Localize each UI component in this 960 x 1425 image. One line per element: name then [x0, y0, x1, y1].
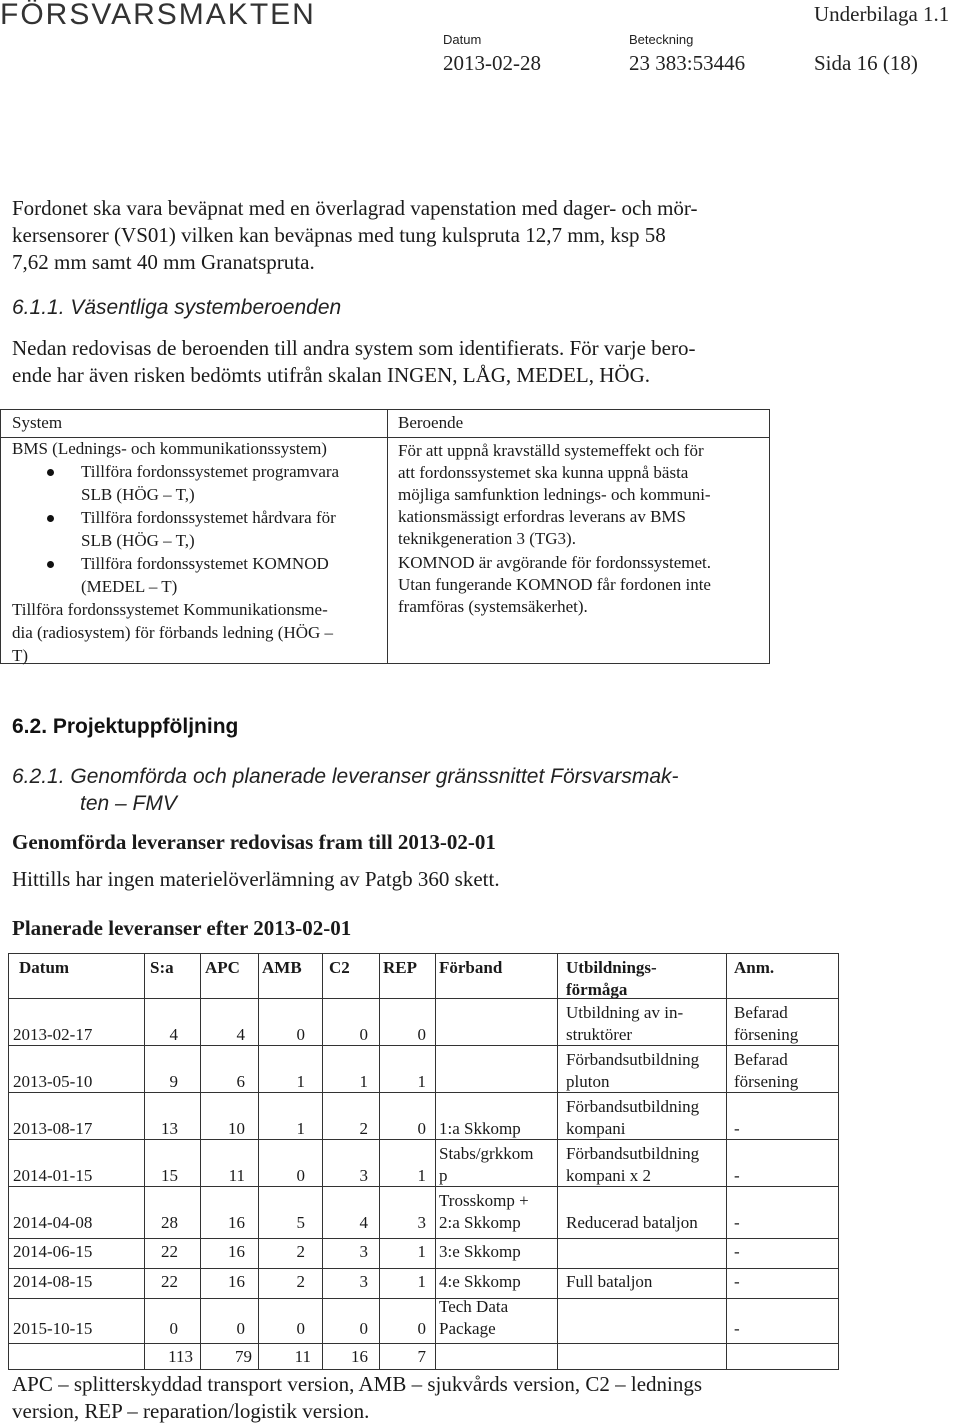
dependency-line: teknikgeneration 3 (TG3). — [398, 529, 576, 548]
cell-forband: Trosskomp + — [439, 1191, 529, 1210]
cell-forband: Package — [439, 1319, 496, 1338]
cell-anm: Befarad — [734, 1050, 788, 1069]
cell-c2: 0 — [359, 1025, 368, 1044]
page-number: Sida 16 (18) — [814, 51, 918, 75]
cell-apc: 4 — [236, 1025, 245, 1044]
cell-forband: 3:e Skkomp — [439, 1242, 521, 1261]
date-label: Datum — [443, 32, 482, 47]
section-heading-621-cont: ten – FMV — [80, 792, 177, 815]
cell-c2: 3 — [359, 1272, 368, 1291]
cell-utbildning: Förbandsutbildning — [566, 1144, 700, 1163]
cell-datum: 2014-01-15 — [13, 1166, 93, 1185]
total-rep: 7 — [417, 1347, 426, 1366]
cell-c2: 3 — [359, 1242, 368, 1261]
completed-text: Hittills har ingen materielöverlämning av Patgb 360 skett. — [12, 867, 500, 891]
total-amb: 11 — [294, 1347, 311, 1366]
dependency-line: framföras (systemsäkerhet). — [398, 597, 588, 616]
system-line: SLB (HÖG – T,) — [81, 531, 195, 550]
system-line: SLB (HÖG – T,) — [81, 485, 195, 504]
cell-datum: 2014-08-15 — [13, 1272, 93, 1291]
cell-anm: Befarad — [734, 1003, 788, 1022]
cell-amb: 0 — [296, 1319, 305, 1338]
cell-forband: p — [439, 1166, 448, 1185]
cell-anm: - — [734, 1319, 740, 1338]
cell-sum: 15 — [161, 1166, 178, 1185]
cell-rep: 0 — [417, 1119, 426, 1138]
cell-amb: 5 — [296, 1213, 305, 1232]
cell-amb: 0 — [296, 1025, 305, 1044]
total-c2: 16 — [351, 1347, 368, 1366]
col-header-rep: REP — [383, 958, 417, 977]
column-header-system: System — [12, 413, 63, 432]
cell-anm: - — [734, 1166, 740, 1185]
cell-sum: 13 — [161, 1119, 178, 1138]
section-heading-62: 6.2. Projektuppföljning — [12, 715, 239, 738]
system-line: Tillföra fordonssystemet hårdvara för — [81, 508, 336, 527]
planned-heading: Planerade leveranser efter 2013-02-01 — [12, 916, 352, 940]
intro-line: Fordonet ska vara beväpnat med en överlagrad vapenstation med dager- och mör- — [12, 196, 698, 220]
dependency-line: För att uppnå kravställd systemeffekt och för — [398, 441, 704, 460]
bullet-icon — [47, 469, 54, 476]
cell-utbildning: Förbandsutbildning — [566, 1050, 700, 1069]
cell-apc: 11 — [228, 1166, 245, 1185]
col-header-amb: AMB — [262, 958, 302, 977]
cell-datum: 2014-04-08 — [13, 1213, 93, 1232]
system-line: Tillföra fordonssystemet Kommunikationsme- — [12, 600, 328, 619]
cell-c2: 1 — [359, 1072, 368, 1091]
footnote-line: APC – splitterskyddad transport version, AMB – sjukvårds version, C2 – lednings — [12, 1372, 703, 1396]
cell-rep: 1 — [417, 1272, 426, 1291]
cell-apc: 16 — [228, 1272, 245, 1291]
system-line: dia (radiosystem) för förbands ledning (HÖG – — [12, 623, 334, 642]
cell-utbildning: struktörer — [566, 1025, 633, 1044]
cell-datum: 2013-02-17 — [13, 1025, 93, 1044]
cell-rep: 3 — [417, 1213, 426, 1232]
column-header-dependency: Beroende — [398, 413, 464, 432]
total-apc: 79 — [235, 1347, 252, 1366]
cell-c2: 3 — [359, 1166, 368, 1185]
cell-c2: 2 — [359, 1119, 368, 1138]
cell-amb: 2 — [296, 1242, 305, 1261]
appendix-label: Underbilaga 1.1 — [814, 2, 950, 26]
cell-datum: 2014-06-15 — [13, 1242, 93, 1261]
footnote-line: version, REP – reparation/logistik version. — [12, 1399, 370, 1423]
paragraph-line: ende har även risken bedömts utifrån skalan INGEN, LÅG, MEDEL, HÖG. — [12, 363, 650, 387]
document-date: 2013-02-28 — [443, 51, 541, 75]
cell-apc: 0 — [236, 1319, 245, 1338]
cell-utbildning: Full bataljon — [566, 1272, 653, 1291]
col-header-sum: S:a — [150, 958, 174, 977]
cell-forband: 2:a Skkomp — [439, 1213, 521, 1232]
cell-datum: 2015-10-15 — [13, 1319, 93, 1338]
cell-c2: 4 — [359, 1213, 368, 1232]
system-line: Tillföra fordonssystemet programvara — [81, 462, 340, 481]
bullet-icon — [47, 561, 54, 568]
cell-amb: 1 — [296, 1072, 305, 1091]
system-line: T) — [12, 646, 29, 665]
section-heading-611: 6.1.1. Väsentliga systemberoenden — [12, 296, 342, 319]
system-dependency-table — [0, 409, 770, 664]
cell-forband: 1:a Skkomp — [439, 1119, 521, 1138]
system-line: (MEDEL – T) — [81, 577, 178, 596]
section-611-paragraph — [12, 335, 772, 389]
cell-anm: försening — [734, 1025, 799, 1044]
paragraph-line: Nedan redovisas de beroenden till andra system som identifierats. För varje bero- — [12, 336, 696, 360]
cell-c2: 0 — [359, 1319, 368, 1338]
cell-anm: försening — [734, 1072, 799, 1091]
cell-apc: 10 — [228, 1119, 245, 1138]
section-heading-621: 6.2.1. Genomförda och planerade leveranser gränssnittet Försvarsmak- — [12, 765, 679, 788]
cell-forband: Stabs/grkkom — [439, 1144, 534, 1163]
intro-paragraph — [12, 195, 772, 276]
cell-rep: 0 — [417, 1319, 426, 1338]
cell-anm: - — [734, 1213, 740, 1232]
cell-amb: 2 — [296, 1272, 305, 1291]
col-header-apc: APC — [205, 958, 240, 977]
cell-amb: 0 — [296, 1166, 305, 1185]
cell-utbildning: kompani x 2 — [566, 1166, 651, 1185]
cell-utbildning: kompani — [566, 1119, 626, 1138]
col-header-utbildning-cont: förmåga — [566, 980, 628, 999]
completed-heading: Genomförda leveranser redovisas fram till 2013-02-01 — [12, 830, 496, 854]
cell-rep: 1 — [417, 1072, 426, 1091]
cell-sum: 4 — [169, 1025, 178, 1044]
organization-logo: FÖRSVARSMAKTEN — [0, 0, 316, 31]
col-header-datum: Datum — [19, 958, 70, 977]
cell-forband: 4:e Skkomp — [439, 1272, 521, 1291]
dependency-line: att fordonssystemet ska kunna uppnå bästa — [398, 463, 689, 482]
cell-rep: 1 — [417, 1242, 426, 1261]
cell-apc: 16 — [228, 1242, 245, 1261]
dependency-line: kationsmässigt erfordras leverans av BMS — [398, 507, 686, 526]
cell-rep: 1 — [417, 1166, 426, 1185]
dependency-line: möjliga samfunktion lednings- och kommuni- — [398, 485, 711, 504]
document-reference: 23 383:53446 — [629, 51, 746, 75]
cell-anm: - — [734, 1242, 740, 1261]
col-header-utbildning: Utbildnings- — [566, 958, 657, 977]
cell-apc: 6 — [236, 1072, 245, 1091]
cell-utbildning: Utbildning av in- — [566, 1003, 684, 1022]
cell-utbildning: Förbandsutbildning — [566, 1097, 700, 1116]
cell-utbildning: Reducerad bataljon — [566, 1213, 698, 1232]
cell-sum: 22 — [161, 1242, 178, 1261]
cell-anm: - — [734, 1272, 740, 1291]
bullet-icon — [47, 515, 54, 522]
column-divider — [387, 410, 388, 663]
intro-line: kersensorer (VS01) vilken kan beväpnas med tung kulspruta 12,7 mm, ksp 58 — [12, 223, 666, 247]
col-header-anm: Anm. — [734, 958, 775, 977]
dependency-line: KOMNOD är avgörande för fordonssystemet. — [398, 553, 712, 572]
planned-deliveries-table — [8, 953, 839, 1370]
cell-sum: 22 — [161, 1272, 178, 1291]
col-header-forband: Förband — [439, 958, 503, 977]
system-line: BMS (Lednings- och kommunikationssystem) — [12, 439, 327, 458]
cell-sum: 28 — [161, 1213, 178, 1232]
cell-utbildning: pluton — [566, 1072, 610, 1091]
cell-datum: 2013-05-10 — [13, 1072, 93, 1091]
col-header-c2: C2 — [329, 958, 350, 977]
cell-datum: 2013-08-17 — [13, 1119, 93, 1138]
dependency-line: Utan fungerande KOMNOD får fordonen inte — [398, 575, 711, 594]
intro-line: 7,62 mm samt 40 mm Granatspruta. — [12, 250, 315, 274]
reference-label: Beteckning — [629, 32, 694, 47]
cell-anm: - — [734, 1119, 740, 1138]
cell-amb: 1 — [296, 1119, 305, 1138]
cell-rep: 0 — [417, 1025, 426, 1044]
total-sum: 113 — [168, 1347, 193, 1366]
cell-sum: 9 — [169, 1072, 178, 1091]
cell-sum: 0 — [169, 1319, 178, 1338]
abbreviation-footnote — [12, 1371, 812, 1425]
cell-forband: Tech Data — [439, 1297, 509, 1316]
cell-apc: 16 — [228, 1213, 245, 1232]
system-line: Tillföra fordonssystemet KOMNOD — [81, 554, 329, 573]
